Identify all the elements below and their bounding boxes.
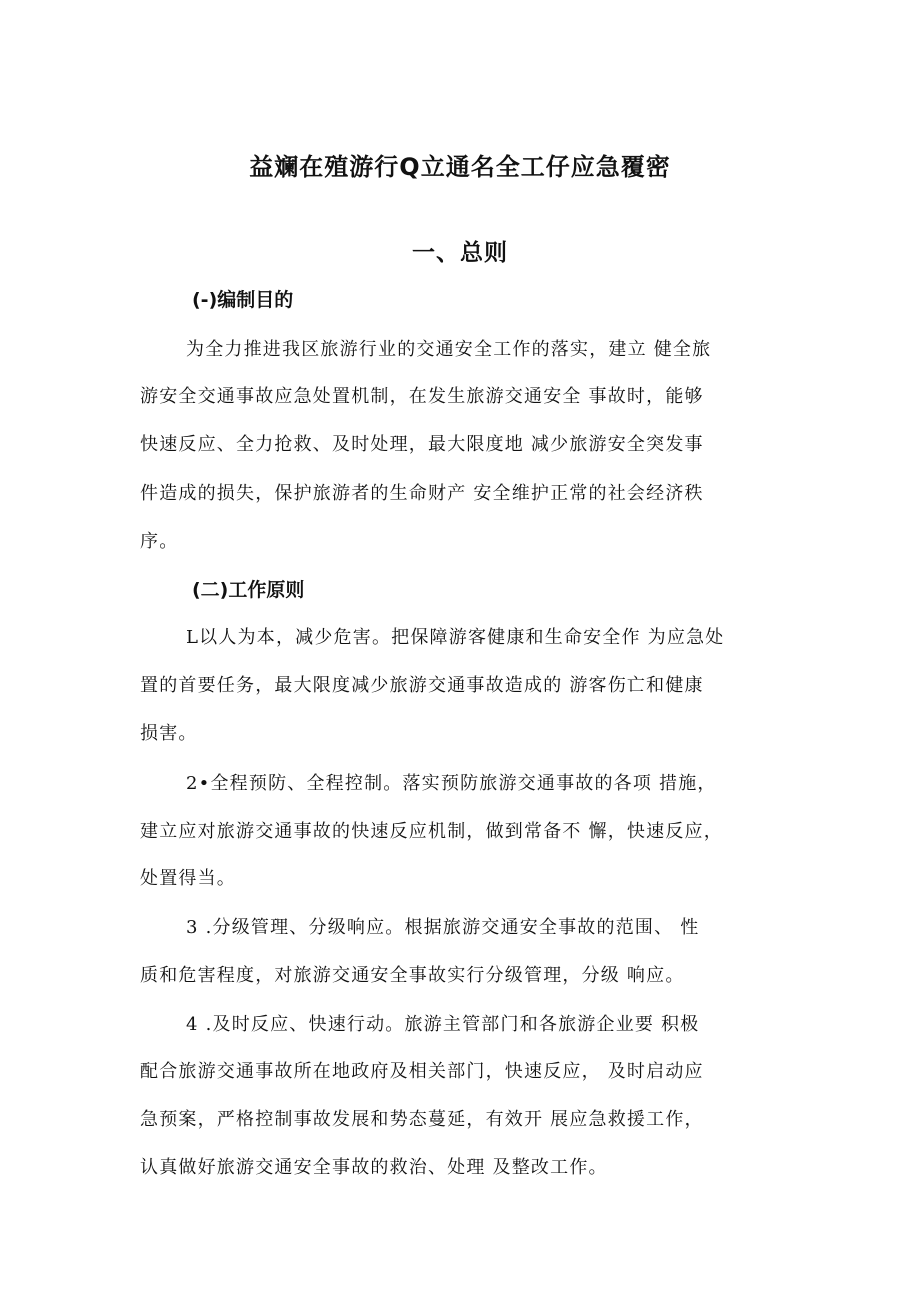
paragraph-line: 为全力推进我区旅游行业的交通安全工作的落实，建立 健全旅 (186, 339, 712, 360)
document-title: 益斓在殖游行Q立通名全工仔应急覆密 (249, 153, 671, 181)
paragraph-line: 4 .及时反应、快速行动。旅游主管部门和各旅游企业要 积极 (186, 1014, 700, 1035)
paragraph-line: 序。 (140, 531, 179, 552)
paragraph-line: 3 .分级管理、分级响应。根据旅游交通安全事故的范围、 性 (186, 917, 700, 938)
paragraph-line: 建立应对旅游交通事故的快速反应机制，做到常备不 懈，快速反应， (140, 821, 723, 842)
paragraph-line: 游安全交通事故应急处置机制，在发生旅游交通安全 事故时，能够 (140, 386, 704, 407)
paragraph-line: 认真做好旅游交通安全事故的救治、处理 及整改工作。 (140, 1157, 608, 1178)
paragraph-line: L以人为本，减少危害。把保障游客健康和生命安全作 为应急处 (186, 627, 725, 648)
paragraph-line: 2•全程预防、全程控制。落实预防旅游交通事故的各项 措施， (186, 773, 717, 794)
paragraph-line: 件造成的损失，保护旅游者的生命财产 安全维护正常的社会经济秩 (140, 483, 704, 504)
paragraph-line: 置的首要任务，最大限度减少旅游交通事故造成的 游客伤亡和健康 (140, 675, 704, 696)
subheading-purpose: (-)编制目的 (192, 289, 294, 311)
paragraph-line: 处置得当。 (140, 868, 236, 889)
paragraph-line: 快速反应、全力抢救、及时处理，最大限度地 减少旅游安全突发事 (140, 434, 704, 455)
subheading-principles: (二)工作原则 (192, 579, 305, 601)
paragraph-line: 配合旅游交通事故所在地政府及相关部门，快速反应， 及时启动应 (140, 1061, 704, 1082)
paragraph-line: 质和危害程度，对旅游交通安全事故实行分级管理，分级 响应。 (140, 965, 685, 986)
paragraph-line: 急预案，严格控制事故发展和势态蔓延，有效开 展应急救援工作， (140, 1109, 704, 1130)
paragraph-line: 损害。 (140, 723, 198, 744)
section-heading-general: 一、总则 (412, 240, 508, 266)
